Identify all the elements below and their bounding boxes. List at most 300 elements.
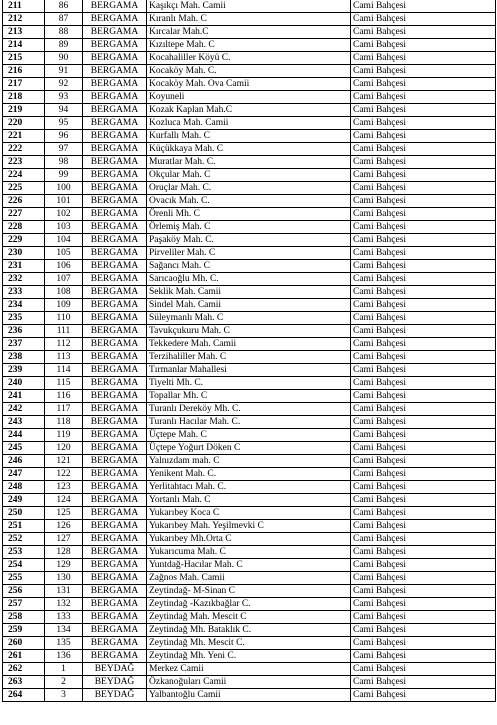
mosque-name-cell: Örlemiş Mah. C	[147, 221, 351, 234]
row-number-cell: 252	[3, 533, 45, 546]
table-row	[3, 598, 496, 611]
mosque-name-cell: Üçtepe Yoğurt Döken C	[147, 442, 351, 455]
district-index-cell: 99	[45, 169, 83, 182]
row-number-cell: 233	[3, 286, 45, 299]
row-number-cell: 264	[3, 689, 45, 702]
row-number-cell: 250	[3, 507, 45, 520]
district-name-cell: BERGAMA	[83, 442, 147, 455]
mosque-name-cell: Üçtepe Mah. C	[147, 429, 351, 442]
table-row	[3, 507, 496, 520]
district-index-cell: 89	[45, 39, 83, 52]
mosque-name-cell: Zeytindağ -Kazıkbağlar C.	[147, 598, 351, 611]
row-number-cell: 256	[3, 585, 45, 598]
row-number-cell: 242	[3, 403, 45, 416]
district-name-cell: BERGAMA	[83, 533, 147, 546]
location-type-cell: Cami Bahçesi	[351, 325, 496, 338]
table-row	[3, 117, 496, 130]
mosque-name-cell: Sindel Mah. Camii	[147, 299, 351, 312]
row-number-cell: 238	[3, 351, 45, 364]
table-row	[3, 585, 496, 598]
table-row	[3, 52, 496, 65]
row-number-cell: 212	[3, 13, 45, 26]
district-name-cell: BERGAMA	[83, 286, 147, 299]
row-number-cell: 223	[3, 156, 45, 169]
mosque-name-cell: Kocaköy Mah. C.	[147, 65, 351, 78]
location-type-cell: Cami Bahçesi	[351, 208, 496, 221]
mosque-name-cell: Okçular Mah. C	[147, 169, 351, 182]
mosque-name-cell: Terzihaliller Mah. C	[147, 351, 351, 364]
district-index-cell: 125	[45, 507, 83, 520]
table-body	[3, 0, 496, 702]
table-row	[3, 455, 496, 468]
table-row	[3, 325, 496, 338]
location-type-cell: Cami Bahçesi	[351, 611, 496, 624]
table-row	[3, 416, 496, 429]
row-number-cell: 253	[3, 546, 45, 559]
table-row	[3, 182, 496, 195]
table-row	[3, 403, 496, 416]
table-row	[3, 572, 496, 585]
row-number-cell: 240	[3, 377, 45, 390]
district-name-cell: BERGAMA	[83, 299, 147, 312]
table-row	[3, 442, 496, 455]
location-type-cell: Cami Bahçesi	[351, 78, 496, 91]
table-row	[3, 234, 496, 247]
table-row	[3, 364, 496, 377]
district-name-cell: BERGAMA	[83, 273, 147, 286]
row-number-cell: 231	[3, 260, 45, 273]
table-row	[3, 156, 496, 169]
mosque-name-cell: Zeytindağ Mah. Mescit C	[147, 611, 351, 624]
row-number-cell: 217	[3, 78, 45, 91]
district-index-cell: 120	[45, 442, 83, 455]
row-number-cell: 259	[3, 624, 45, 637]
location-type-cell: Cami Bahçesi	[351, 533, 496, 546]
location-type-cell: Cami Bahçesi	[351, 676, 496, 689]
district-name-cell: BERGAMA	[83, 403, 147, 416]
mosque-name-cell: Tekkedere Mah. Camii	[147, 338, 351, 351]
district-index-cell: 135	[45, 637, 83, 650]
table-row	[3, 78, 496, 91]
mosque-name-cell: Tavukçukuru Mah. C	[147, 325, 351, 338]
district-name-cell: BERGAMA	[83, 52, 147, 65]
mosque-name-cell: Pirveliler Mah. C	[147, 247, 351, 260]
location-type-cell: Cami Bahçesi	[351, 663, 496, 676]
row-number-cell: 241	[3, 390, 45, 403]
row-number-cell: 244	[3, 429, 45, 442]
row-number-cell: 214	[3, 39, 45, 52]
location-type-cell: Cami Bahçesi	[351, 65, 496, 78]
mosque-name-cell: Zeytindağ Mh. Mescit C.	[147, 637, 351, 650]
row-number-cell: 232	[3, 273, 45, 286]
district-index-cell: 122	[45, 468, 83, 481]
mosque-name-cell: Yuntdağ-Hacılar Mah. C	[147, 559, 351, 572]
district-index-cell: 116	[45, 390, 83, 403]
location-type-cell: Cami Bahçesi	[351, 585, 496, 598]
row-number-cell: 262	[3, 663, 45, 676]
mosque-name-cell: Yukarıbey Mh.Orta C	[147, 533, 351, 546]
district-name-cell: BEYDAĞ	[83, 676, 147, 689]
mosque-name-cell: Kozak Kaplan Mah.C	[147, 104, 351, 117]
row-number-cell: 224	[3, 169, 45, 182]
district-name-cell: BERGAMA	[83, 390, 147, 403]
district-index-cell: 98	[45, 156, 83, 169]
district-index-cell: 111	[45, 325, 83, 338]
location-type-cell: Cami Bahçesi	[351, 559, 496, 572]
table-row	[3, 65, 496, 78]
table-row	[3, 689, 496, 702]
location-type-cell: Cami Bahçesi	[351, 416, 496, 429]
row-number-cell: 213	[3, 26, 45, 39]
location-type-cell: Cami Bahçesi	[351, 273, 496, 286]
mosque-name-cell: Muratlar Mah. C.	[147, 156, 351, 169]
district-name-cell: BERGAMA	[83, 416, 147, 429]
row-number-cell: 229	[3, 234, 45, 247]
location-type-cell: Cami Bahçesi	[351, 338, 496, 351]
location-type-cell: Cami Bahçesi	[351, 143, 496, 156]
table-row	[3, 221, 496, 234]
mosque-name-cell: Zağnos Mah. Camii	[147, 572, 351, 585]
district-name-cell: BERGAMA	[83, 169, 147, 182]
district-name-cell: BERGAMA	[83, 624, 147, 637]
district-index-cell: 105	[45, 247, 83, 260]
district-name-cell: BERGAMA	[83, 338, 147, 351]
location-type-cell: Cami Bahçesi	[351, 637, 496, 650]
table-row	[3, 637, 496, 650]
row-number-cell: 246	[3, 455, 45, 468]
table-row	[3, 299, 496, 312]
table-row	[3, 559, 496, 572]
location-type-cell: Cami Bahçesi	[351, 442, 496, 455]
mosque-name-cell: Tırmanlar Mahallesi	[147, 364, 351, 377]
district-index-cell: 103	[45, 221, 83, 234]
mosque-name-cell: Seklik Mah. Camii	[147, 286, 351, 299]
district-name-cell: BERGAMA	[83, 91, 147, 104]
location-type-cell: Cami Bahçesi	[351, 234, 496, 247]
table-row	[3, 169, 496, 182]
district-name-cell: BEYDAĞ	[83, 663, 147, 676]
location-type-cell: Cami Bahçesi	[351, 572, 496, 585]
district-name-cell: BERGAMA	[83, 312, 147, 325]
location-type-cell: Cami Bahçesi	[351, 624, 496, 637]
location-type-cell: Cami Bahçesi	[351, 169, 496, 182]
district-index-cell: 124	[45, 494, 83, 507]
district-index-cell: 1	[45, 663, 83, 676]
district-name-cell: BERGAMA	[83, 598, 147, 611]
district-index-cell: 132	[45, 598, 83, 611]
table-row	[3, 247, 496, 260]
district-name-cell: BERGAMA	[83, 234, 147, 247]
location-type-cell: Cami Bahçesi	[351, 689, 496, 702]
district-index-cell: 123	[45, 481, 83, 494]
mosque-name-cell: Kızıltepe Mah. C	[147, 39, 351, 52]
location-type-cell: Cami Bahçesi	[351, 598, 496, 611]
district-index-cell: 127	[45, 533, 83, 546]
district-index-cell: 117	[45, 403, 83, 416]
row-number-cell: 260	[3, 637, 45, 650]
table-row	[3, 0, 496, 13]
district-name-cell: BERGAMA	[83, 117, 147, 130]
location-type-cell: Cami Bahçesi	[351, 221, 496, 234]
district-name-cell: BERGAMA	[83, 455, 147, 468]
district-index-cell: 106	[45, 260, 83, 273]
district-index-cell: 133	[45, 611, 83, 624]
district-index-cell: 101	[45, 195, 83, 208]
table-row	[3, 312, 496, 325]
location-type-cell: Cami Bahçesi	[351, 403, 496, 416]
location-type-cell: Cami Bahçesi	[351, 299, 496, 312]
district-index-cell: 108	[45, 286, 83, 299]
table-row	[3, 143, 496, 156]
table-row	[3, 260, 496, 273]
location-type-cell: Cami Bahçesi	[351, 650, 496, 663]
mosque-name-cell: Yukarıbey Mah. Yeşilmevki C	[147, 520, 351, 533]
table-row	[3, 195, 496, 208]
table-row	[3, 273, 496, 286]
location-type-cell: Cami Bahçesi	[351, 520, 496, 533]
location-type-cell: Cami Bahçesi	[351, 13, 496, 26]
location-type-cell: Cami Bahçesi	[351, 286, 496, 299]
mosque-name-cell: Süleymanlı Mah. C	[147, 312, 351, 325]
row-number-cell: 227	[3, 208, 45, 221]
location-type-cell: Cami Bahçesi	[351, 26, 496, 39]
mosque-name-cell: Yukarıcuma Mah. C	[147, 546, 351, 559]
table-row	[3, 13, 496, 26]
district-name-cell: BERGAMA	[83, 650, 147, 663]
table-row	[3, 611, 496, 624]
district-name-cell: BERGAMA	[83, 546, 147, 559]
row-number-cell: 251	[3, 520, 45, 533]
table-row	[3, 676, 496, 689]
district-index-cell: 88	[45, 26, 83, 39]
district-name-cell: BERGAMA	[83, 156, 147, 169]
mosque-name-cell: Kıranlı Mah. C	[147, 13, 351, 26]
district-index-cell: 110	[45, 312, 83, 325]
mosque-name-cell: Özkanoğuları Camii	[147, 676, 351, 689]
row-number-cell: 211	[3, 0, 45, 13]
mosque-name-cell: Kocaköy Mah. Ova Camii	[147, 78, 351, 91]
mosque-name-cell: Merkez Camii	[147, 663, 351, 676]
row-number-cell: 235	[3, 312, 45, 325]
location-type-cell: Cami Bahçesi	[351, 481, 496, 494]
location-type-cell: Cami Bahçesi	[351, 312, 496, 325]
district-name-cell: BERGAMA	[83, 65, 147, 78]
district-name-cell: BERGAMA	[83, 481, 147, 494]
row-number-cell: 255	[3, 572, 45, 585]
location-type-cell: Cami Bahçesi	[351, 260, 496, 273]
mosque-name-cell: Küçükkaya Mah. C	[147, 143, 351, 156]
district-name-cell: BERGAMA	[83, 78, 147, 91]
table-row	[3, 208, 496, 221]
district-name-cell: BERGAMA	[83, 611, 147, 624]
district-index-cell: 129	[45, 559, 83, 572]
location-type-cell: Cami Bahçesi	[351, 39, 496, 52]
table-row	[3, 377, 496, 390]
location-type-cell: Cami Bahçesi	[351, 91, 496, 104]
district-index-cell: 114	[45, 364, 83, 377]
mosque-name-cell: Topallar Mh. C	[147, 390, 351, 403]
district-name-cell: BERGAMA	[83, 260, 147, 273]
district-index-cell: 95	[45, 117, 83, 130]
mosque-name-cell: Koyuneli	[147, 91, 351, 104]
district-name-cell: BERGAMA	[83, 429, 147, 442]
table-row	[3, 520, 496, 533]
row-number-cell: 257	[3, 598, 45, 611]
table-row	[3, 546, 496, 559]
district-name-cell: BERGAMA	[83, 195, 147, 208]
mosque-name-cell: Yerlitahtacı Mah. C.	[147, 481, 351, 494]
district-name-cell: BERGAMA	[83, 364, 147, 377]
location-type-cell: Cami Bahçesi	[351, 507, 496, 520]
district-index-cell: 86	[45, 0, 83, 13]
district-name-cell: BERGAMA	[83, 26, 147, 39]
mosque-name-cell: Kaşıkçı Mah. Camii	[147, 0, 351, 13]
row-number-cell: 218	[3, 91, 45, 104]
table-row	[3, 351, 496, 364]
table-row	[3, 624, 496, 637]
district-index-cell: 115	[45, 377, 83, 390]
row-number-cell: 254	[3, 559, 45, 572]
district-name-cell: BERGAMA	[83, 104, 147, 117]
district-name-cell: BERGAMA	[83, 0, 147, 13]
mosque-name-cell: Zeytindağ Mh. Bataklık C.	[147, 624, 351, 637]
mosque-name-cell: Paşaköy Mah. C.	[147, 234, 351, 247]
district-index-cell: 96	[45, 130, 83, 143]
district-index-cell: 128	[45, 546, 83, 559]
table-row	[3, 429, 496, 442]
district-index-cell: 2	[45, 676, 83, 689]
mosque-name-cell: Yortanlı Mah. C	[147, 494, 351, 507]
table-row	[3, 663, 496, 676]
location-type-cell: Cami Bahçesi	[351, 390, 496, 403]
mosque-name-cell: Kocahaliller Köyü C.	[147, 52, 351, 65]
district-index-cell: 104	[45, 234, 83, 247]
row-number-cell: 230	[3, 247, 45, 260]
row-number-cell: 261	[3, 650, 45, 663]
location-type-cell: Cami Bahçesi	[351, 351, 496, 364]
district-index-cell: 121	[45, 455, 83, 468]
mosque-name-cell: Sağancı Mah. C	[147, 260, 351, 273]
district-name-cell: BERGAMA	[83, 130, 147, 143]
row-number-cell: 249	[3, 494, 45, 507]
table-row	[3, 533, 496, 546]
district-name-cell: BERGAMA	[83, 13, 147, 26]
district-index-cell: 136	[45, 650, 83, 663]
district-name-cell: BERGAMA	[83, 377, 147, 390]
mosque-name-cell: Turanlı Dereköy Mh. C.	[147, 403, 351, 416]
location-type-cell: Cami Bahçesi	[351, 546, 496, 559]
district-name-cell: BERGAMA	[83, 507, 147, 520]
row-number-cell: 258	[3, 611, 45, 624]
table-row	[3, 481, 496, 494]
district-name-cell: BERGAMA	[83, 39, 147, 52]
row-number-cell: 222	[3, 143, 45, 156]
row-number-cell: 228	[3, 221, 45, 234]
location-type-cell: Cami Bahçesi	[351, 104, 496, 117]
row-number-cell: 226	[3, 195, 45, 208]
table-row	[3, 104, 496, 117]
district-index-cell: 118	[45, 416, 83, 429]
district-index-cell: 107	[45, 273, 83, 286]
district-name-cell: BERGAMA	[83, 520, 147, 533]
location-type-cell: Cami Bahçesi	[351, 182, 496, 195]
mosque-name-cell: Kırcalar Mah.C	[147, 26, 351, 39]
mosque-name-cell: Ovacık Mah. C.	[147, 195, 351, 208]
district-index-cell: 113	[45, 351, 83, 364]
row-number-cell: 236	[3, 325, 45, 338]
mosque-list-table	[2, 0, 496, 702]
table-row	[3, 286, 496, 299]
district-index-cell: 112	[45, 338, 83, 351]
district-name-cell: BERGAMA	[83, 494, 147, 507]
district-name-cell: BERGAMA	[83, 559, 147, 572]
district-name-cell: BERGAMA	[83, 585, 147, 598]
row-number-cell: 239	[3, 364, 45, 377]
table-row	[3, 91, 496, 104]
row-number-cell: 247	[3, 468, 45, 481]
district-index-cell: 92	[45, 78, 83, 91]
table-row	[3, 26, 496, 39]
district-index-cell: 130	[45, 572, 83, 585]
district-index-cell: 131	[45, 585, 83, 598]
table-row	[3, 468, 496, 481]
location-type-cell: Cami Bahçesi	[351, 0, 496, 13]
district-index-cell: 109	[45, 299, 83, 312]
row-number-cell: 216	[3, 65, 45, 78]
district-name-cell: BERGAMA	[83, 143, 147, 156]
location-type-cell: Cami Bahçesi	[351, 494, 496, 507]
table-row	[3, 494, 496, 507]
row-number-cell: 225	[3, 182, 45, 195]
mosque-name-cell: Tiyelti Mh. C.	[147, 377, 351, 390]
row-number-cell: 234	[3, 299, 45, 312]
district-index-cell: 119	[45, 429, 83, 442]
district-name-cell: BERGAMA	[83, 247, 147, 260]
location-type-cell: Cami Bahçesi	[351, 52, 496, 65]
row-number-cell: 245	[3, 442, 45, 455]
district-index-cell: 87	[45, 13, 83, 26]
mosque-name-cell: Yalnızdam mah. C	[147, 455, 351, 468]
district-index-cell: 100	[45, 182, 83, 195]
location-type-cell: Cami Bahçesi	[351, 455, 496, 468]
location-type-cell: Cami Bahçesi	[351, 247, 496, 260]
district-name-cell: BERGAMA	[83, 325, 147, 338]
mosque-name-cell: Sarıcaoğlu Mh. C.	[147, 273, 351, 286]
mosque-name-cell: Örenli Mh. C	[147, 208, 351, 221]
mosque-name-cell: Kurfallı Mah. C	[147, 130, 351, 143]
mosque-name-cell: Turanlı Hacılar Mah. C.	[147, 416, 351, 429]
district-name-cell: BERGAMA	[83, 221, 147, 234]
row-number-cell: 220	[3, 117, 45, 130]
location-type-cell: Cami Bahçesi	[351, 117, 496, 130]
row-number-cell: 243	[3, 416, 45, 429]
district-index-cell: 134	[45, 624, 83, 637]
location-type-cell: Cami Bahçesi	[351, 364, 496, 377]
location-type-cell: Cami Bahçesi	[351, 377, 496, 390]
district-index-cell: 91	[45, 65, 83, 78]
mosque-name-cell: Yalbantoğlu Camii	[147, 689, 351, 702]
mosque-name-cell: Yenikent Mah. C.	[147, 468, 351, 481]
mosque-name-cell: Yukarıbey Koca C	[147, 507, 351, 520]
mosque-name-cell: Kozluca Mah. Camii	[147, 117, 351, 130]
location-type-cell: Cami Bahçesi	[351, 130, 496, 143]
district-name-cell: BEYDAĞ	[83, 689, 147, 702]
district-name-cell: BERGAMA	[83, 468, 147, 481]
mosque-name-cell: Zeytindağ Mh. Yeni C.	[147, 650, 351, 663]
district-index-cell: 97	[45, 143, 83, 156]
table-row	[3, 130, 496, 143]
district-name-cell: BERGAMA	[83, 182, 147, 195]
